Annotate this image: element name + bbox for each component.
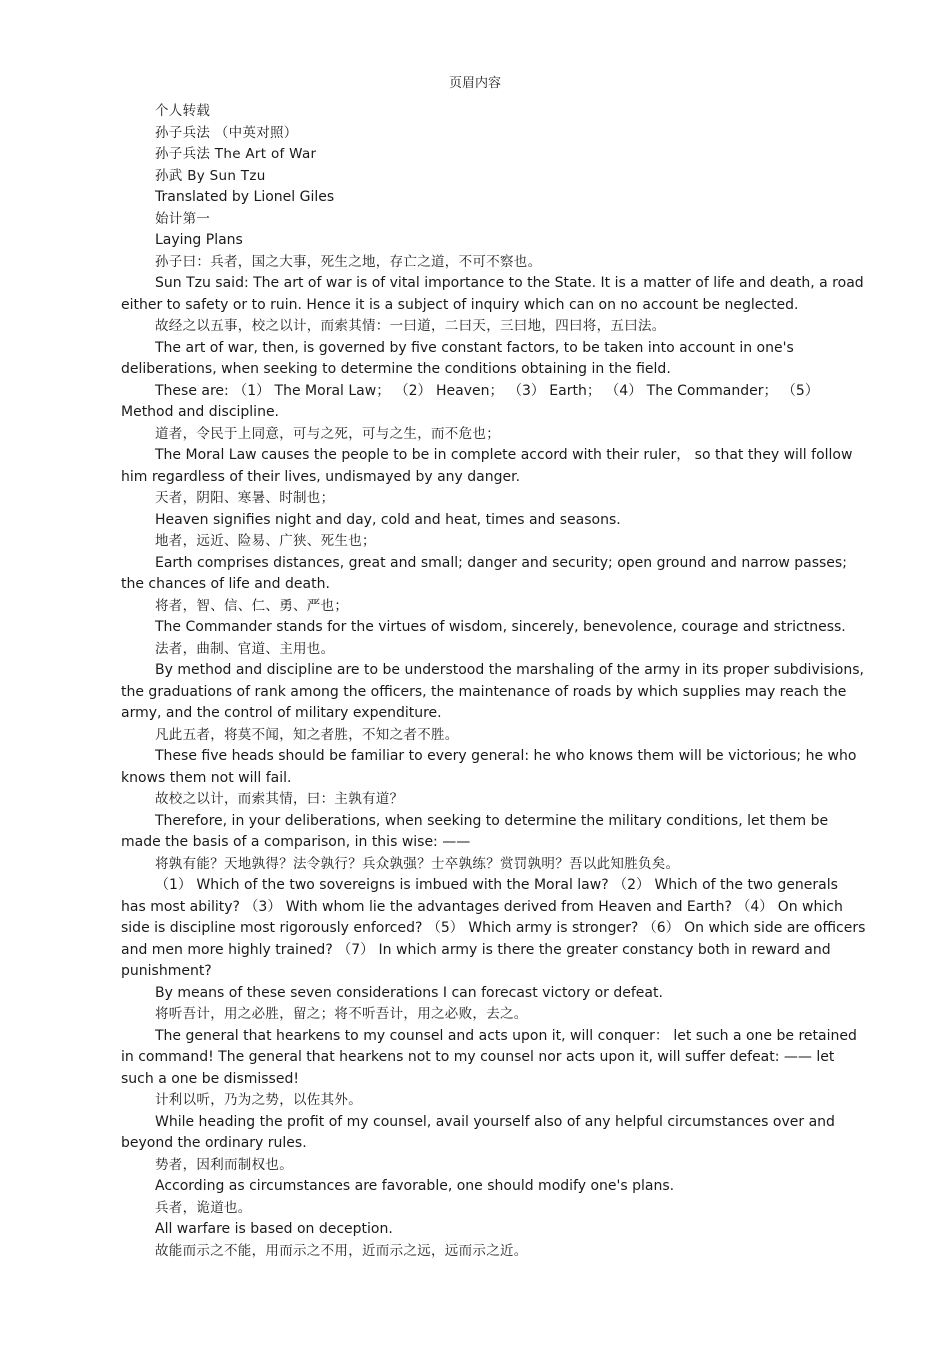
english-paragraph: The general that hearkens to my counsel and acts upon it, will conquer： let such a one be retained in command! The general that hearkens not to my counsel nor acts upon it, will suffer defeat: —— let such a one be dismissed!	[121, 1027, 857, 1087]
chinese-paragraph: 地者，远近、险易、广狭、死生也；	[155, 533, 376, 549]
chinese-paragraph: 孙子曰：兵者，国之大事，死生之地，存亡之道，不可不察也。	[155, 253, 542, 270]
chinese-paragraph: 孙子兵法 （中英对照）	[155, 124, 298, 141]
chinese-paragraph: 法者，曲制、官道、主用也。	[155, 640, 335, 657]
english-paragraph: Laying Plans	[155, 232, 243, 248]
chinese-paragraph: 孙子兵法 The Art of War	[155, 146, 317, 162]
chinese-paragraph: 故能而示之不能，用而示之不用，近而示之远，远而示之近。	[155, 1242, 528, 1259]
english-paragraph: Earth comprises distances, great and small; danger and security; open ground and narrow passes; the chances of life and death.	[121, 554, 847, 592]
english-paragraph: By means of these seven considerations I can forecast victory or defeat.	[155, 984, 663, 1001]
english-paragraph: The Moral Law causes the people to be in complete accord with their ruler， so that they will follow him regardless of their lives, undismayed by any danger.	[121, 447, 853, 485]
chinese-paragraph: 孙武 By Sun Tzu	[155, 167, 266, 184]
document-body	[121, 101, 866, 1262]
english-paragraph: （1） Which of the two sovereigns is imbued with the Moral law? （2） Which of the two generals has most ability? （3） With whom lie the advantages derived from Heaven and Earth? （4） On which side is discipline most rigorously enforced? （5） Which army is stronger? （6） On which side are officers and men more highly trained? （7） In which army is there the greater constancy both in reward and punishment?	[121, 877, 866, 979]
english-paragraph: The Commander stands for the virtues of wisdom, sincerely, benevolence, courage and strictness.	[155, 619, 846, 635]
english-paragraph: These five heads should be familiar to every general: he who knows them will be victorious; he who knows them not will fail.	[121, 748, 857, 786]
english-paragraph: By method and discipline are to be understood the marshaling of the army in its proper subdivisions, the graduations of rank among the officers, the maintenance of roads by which supplies may reach the army, and the control of military expenditure.	[121, 662, 864, 721]
chinese-paragraph: 始计第一	[155, 210, 211, 227]
english-paragraph: According as circumstances are favorable, one should modify one's plans.	[155, 1178, 675, 1194]
chinese-paragraph: 凡此五者，将莫不闻，知之者胜，不知之者不胜。	[155, 726, 459, 743]
chinese-paragraph: 天者，阴阳、寒暑、时制也；	[155, 490, 335, 506]
english-paragraph: Sun Tzu said: The art of war is of vital importance to the State. It is a matter of life and death, a road either to safety or to ruin. Hence it is a subject of inquiry which can on no account be neglected.	[121, 275, 864, 313]
chinese-paragraph: 道者，令民于上同意，可与之死，可与之生，而不危也；	[155, 425, 500, 442]
chinese-paragraph: 计利以听，乃为之势，以佐其外。	[155, 1092, 362, 1108]
english-paragraph: Translated by Lionel Giles	[155, 189, 335, 205]
english-paragraph: The art of war, then, is governed by five constant factors, to be taken into account in one's deliberations, when seeking to determine the conditions obtaining in the field.	[121, 339, 794, 377]
chinese-paragraph: 兵者，诡道也。	[155, 1199, 252, 1216]
chinese-paragraph: 将者，智、信、仁、勇、严也；	[155, 597, 349, 614]
english-paragraph: Heaven signifies night and day, cold and heat, times and seasons.	[155, 511, 621, 528]
chinese-paragraph: 势者，因利而制权也。	[155, 1156, 293, 1173]
chinese-paragraph: 将孰有能？天地孰得？法令孰行？兵众孰强？士卒孰练？赏罚孰明？吾以此知胜负矣。	[155, 855, 680, 872]
english-paragraph: Therefore, in your deliberations, when seeking to determine the military conditions, let them be made the basis of a comparison, in this wise: ——	[121, 812, 829, 850]
chinese-paragraph: 故经之以五事，校之以计，而索其情：一曰道，二曰天，三曰地，四曰将，五曰法。	[155, 318, 666, 334]
english-paragraph: While heading the profit of my counsel, avail yourself also of any helpful circumstances over and beyond the ordinary rules.	[121, 1113, 835, 1151]
page-header: 页眉内容	[448, 76, 501, 91]
chinese-paragraph: 将听吾计，用之必胜，留之；将不听吾计，用之必败，去之。	[155, 1006, 528, 1022]
english-paragraph: These are: （1） The Moral Law； （2） Heaven； （3） Earth； （4） The Commander； （5） Method and discipline.	[121, 382, 819, 420]
chinese-paragraph: 故校之以计，而索其情，曰：主孰有道？	[155, 791, 404, 807]
english-paragraph: All warfare is based on deception.	[155, 1221, 393, 1237]
chinese-paragraph: 个人转载	[155, 103, 211, 119]
